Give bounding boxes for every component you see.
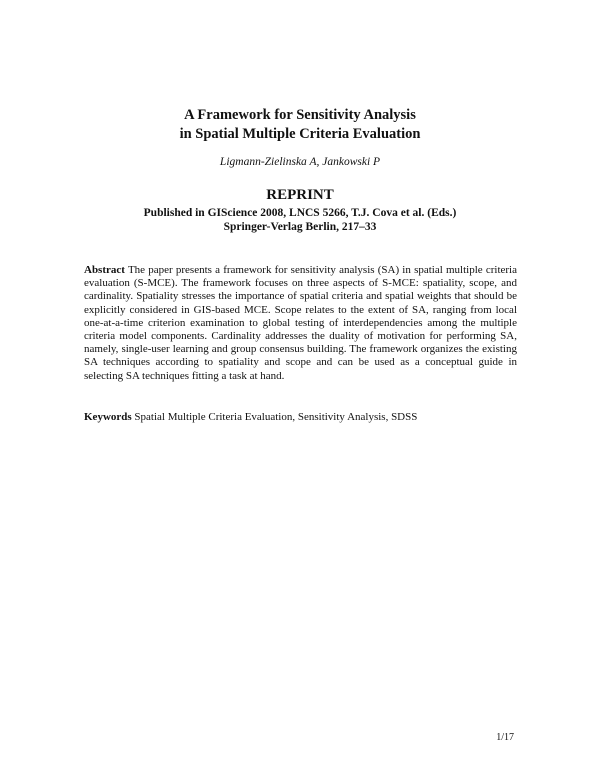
title-line-1: A Framework for Sensitivity Analysis [184,107,416,123]
abstract [84,264,517,383]
keywords [84,411,517,424]
authors: Ligmann-Zielinska A, Jankowski P [219,156,381,168]
keywords-text: Spatial Multiple Criteria Evaluation, Sensitivity Analysis, SDSS [134,411,418,423]
keywords-label: Keywords [84,411,132,423]
publication-line-2: Springer-Verlag Berlin, 217–33 [223,221,377,233]
abstract-label: Abstract [84,264,125,276]
page-number: 1/17 [496,732,514,743]
publication-line-1: Published in GIScience 2008, LNCS 5266, T.J. Cova et al. (Eds.) [143,207,457,219]
paper-title [0,106,600,144]
title-line-2: in Spatial Multiple Criteria Evaluation [179,126,421,142]
publication-info [0,206,600,234]
reprint-heading: REPRINT [266,187,334,203]
abstract-text: The paper presents a framework for sensitivity analysis (SA) in spatial multiple criteria evaluation (S-MCE). The framework focuses on three aspects of S-MCE: spatiality, scope, and cardinality. Spatiality stresses the importance of spatial criteria and spatial weights that should be explicitly considered in GIS-based MCE. Scope relates to the extent of SA, ranging from local one-at-a-time criterion examination to global testing of interdependencies among the multiple criteria model components. Cardinality addresses the duality of motivation for performing SA, namely, single-user learning and group consensus building. The framework organizes the existing SA techniques according to spatiality and scope and can be used as a conceptual guide in selecting SA techniques fitting a task at hand. [84,264,517,382]
